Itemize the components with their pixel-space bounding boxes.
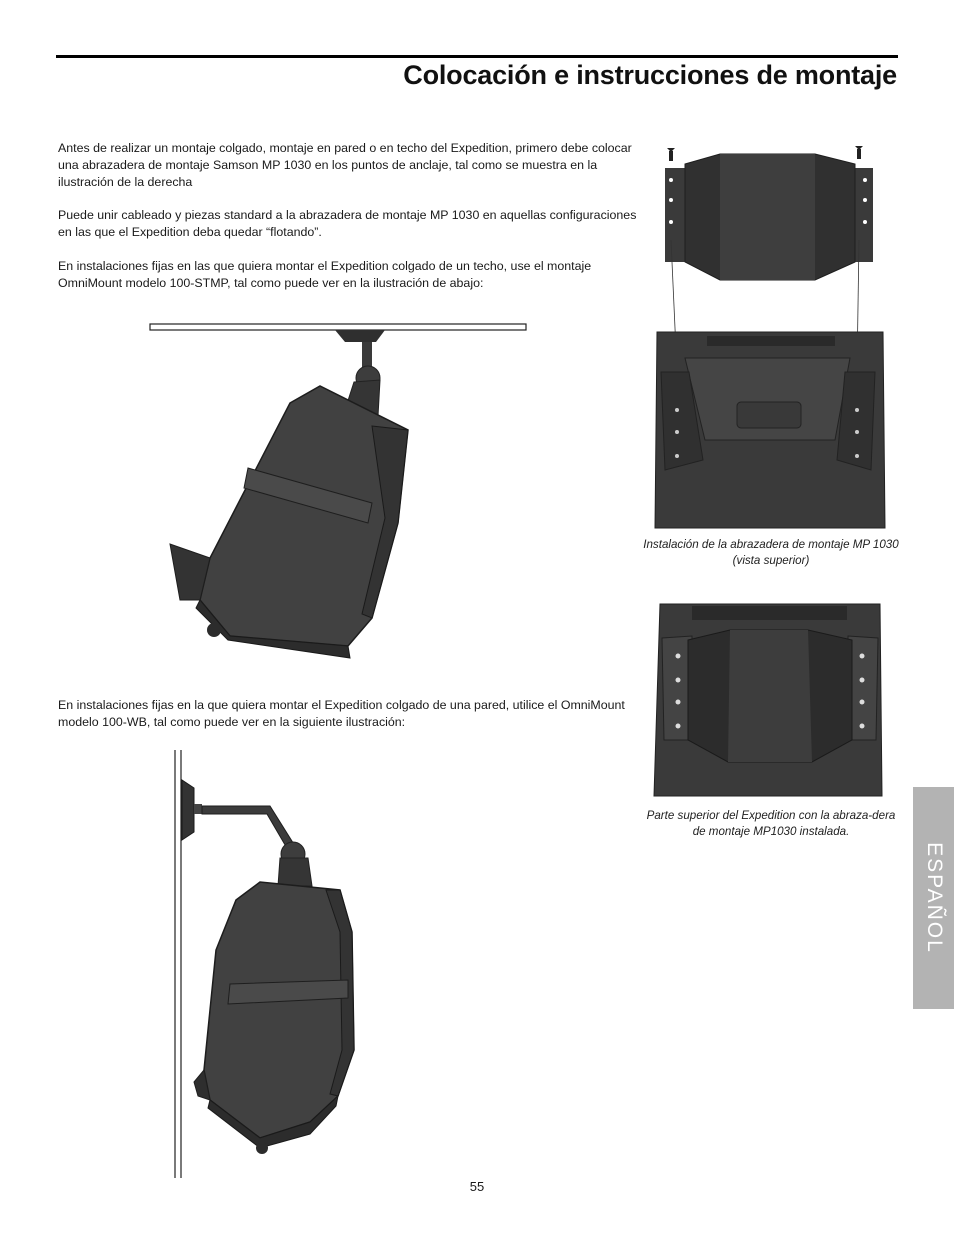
caption-bracket-top-view: Instalación de la abrazadera de montaje MP 1030 (vista superior): [643, 538, 899, 567]
wall-mount-illustration: [170, 750, 370, 1180]
page-number: 55: [469, 1179, 485, 1194]
paragraph-cabling: Puede unir cableado y piezas standard a la abrazadera de montaje MP 1030 en aquellas configuraciones en las que el Expedition deba quedar “flotando”.: [58, 208, 637, 239]
caption-bracket-installed: Parte superior del Expedition con la abraza-dera de montaje MP1030 instalada.: [646, 809, 896, 838]
bracket-installed-illustration: [652, 600, 884, 798]
ceiling-mount-illustration: [140, 318, 540, 678]
paragraph-ceiling-mount: En instalaciones fijas en las que quiera montar el Expedition colgado de un techo, use el montaje OmniMount modelo 100-STMP, tal como puede ver en la ilustración de abajo:: [58, 259, 592, 290]
page-title: Colocación e instrucciones de montaje: [403, 60, 897, 90]
header-rule: [56, 55, 898, 58]
language-tab-label: ESPAÑOL: [922, 842, 946, 954]
paragraph-wall-mount: En instalaciones fijas en la que quiera montar el Expedition colgado de una pared, utilice el OmniMount modelo 100-WB, tal como puede ver en la siguiente ilustración:: [58, 698, 625, 729]
paragraph-intro: Antes de realizar un montaje colgado, montaje en pared o en techo del Expedition, primero debe colocar una abrazadera de montaje Samson MP 1030 en los puntos de anclaje, tal como se muestra en la ilustración de la derecha: [58, 141, 632, 189]
language-tab: [913, 787, 954, 1009]
bracket-exploded-illustration: [645, 140, 900, 530]
